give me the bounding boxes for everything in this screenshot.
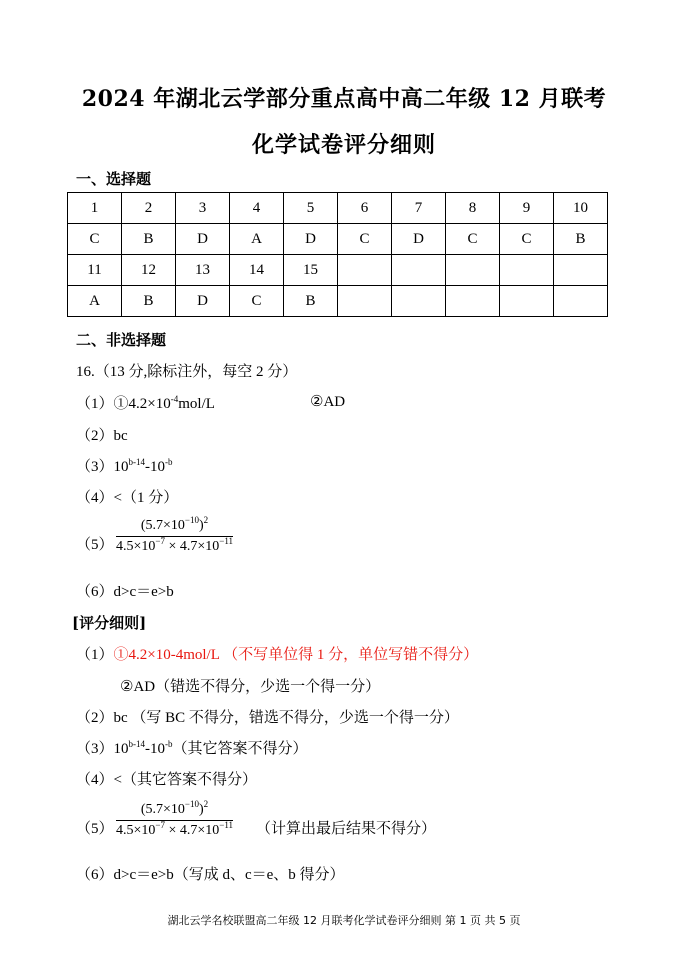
page-footer: 湖北云学名校联盟高二年级 12 月联考化学试卷评分细则 第 1 页 共 5 页 bbox=[167, 914, 521, 927]
exponent: −10 bbox=[184, 799, 199, 809]
section-heading-nonchoice: 二、非选择题 bbox=[76, 331, 167, 349]
exponent: -b bbox=[165, 739, 173, 749]
num-text: ) bbox=[199, 518, 204, 533]
table-cell: 8 bbox=[446, 193, 500, 224]
answer-part-6: （6）d>c＝e>b bbox=[76, 584, 174, 600]
answer-part-1 bbox=[76, 392, 215, 413]
table-cell bbox=[338, 286, 392, 317]
table-cell: 6 bbox=[338, 193, 392, 224]
answer-part-1b: ②AD bbox=[310, 394, 346, 410]
den-text: 4.5×10 bbox=[116, 539, 156, 554]
table-cell: 2 bbox=[122, 193, 176, 224]
num-text: ) bbox=[199, 802, 204, 817]
table-cell: A bbox=[230, 224, 284, 255]
rule-5-note: （计算出最后结果不得分） bbox=[256, 821, 437, 837]
part-label: （1） bbox=[76, 647, 114, 663]
table-cell: B bbox=[554, 224, 608, 255]
rule-1-red-text: ①4.2×10-4mol/L （不写单位得 1 分，单位写错不得分） bbox=[113, 647, 479, 663]
part-label: （3） bbox=[76, 459, 114, 475]
num-text: (5.7×10 bbox=[140, 518, 185, 533]
table-cell: 9 bbox=[500, 193, 554, 224]
table-cell: C bbox=[230, 286, 284, 317]
answer-part-4: （4）<（1 分） bbox=[76, 490, 179, 506]
table-cell: 12 bbox=[122, 255, 176, 286]
table-cell: D bbox=[392, 224, 446, 255]
exponent: −11 bbox=[219, 820, 234, 830]
base: 10 bbox=[113, 741, 129, 757]
fraction-denominator bbox=[116, 821, 233, 839]
rule-5-label: （5） bbox=[76, 821, 114, 837]
title-line-2: 化学试卷评分细则 bbox=[251, 132, 436, 158]
rule-2: （2）bc （写 BC 不得分，错选不得分，少选一个得一分） bbox=[76, 710, 459, 726]
table-row bbox=[68, 286, 608, 317]
answer-table bbox=[67, 192, 608, 317]
table-cell: C bbox=[68, 224, 122, 255]
table-cell: 14 bbox=[230, 255, 284, 286]
exponent: 2 bbox=[203, 799, 209, 809]
table-cell bbox=[338, 255, 392, 286]
fraction-numerator bbox=[116, 515, 233, 536]
exponent: -4 bbox=[170, 394, 179, 404]
base: -10 bbox=[145, 741, 166, 757]
answer-part-3 bbox=[76, 455, 173, 476]
rules-heading: [评分细则] bbox=[72, 614, 147, 632]
exponent: 2 bbox=[203, 515, 209, 525]
fraction-expression bbox=[116, 799, 234, 839]
table-row bbox=[68, 224, 608, 255]
table-row bbox=[68, 193, 608, 224]
table-cell bbox=[392, 286, 446, 317]
table-cell bbox=[554, 255, 608, 286]
table-cell: C bbox=[446, 224, 500, 255]
exponent: -b bbox=[165, 457, 173, 467]
table-cell: 5 bbox=[284, 193, 338, 224]
exponent: −11 bbox=[219, 536, 234, 546]
answer-value: ①4.2×10 bbox=[113, 396, 171, 412]
table-cell: 13 bbox=[176, 255, 230, 286]
exponent: −7 bbox=[155, 820, 165, 830]
den-text: × 4.7×10 bbox=[164, 539, 220, 554]
rule-3 bbox=[76, 737, 308, 758]
rule-4: （4）<（其它答案不得分） bbox=[76, 772, 257, 788]
rule-1 bbox=[76, 643, 478, 664]
table-cell: B bbox=[284, 286, 338, 317]
part-label: （1） bbox=[76, 396, 114, 412]
table-row bbox=[68, 255, 608, 286]
exponent: b-14 bbox=[128, 739, 146, 749]
table-cell: D bbox=[176, 224, 230, 255]
rule-note: （其它答案不得分） bbox=[172, 741, 308, 757]
table-cell: 4 bbox=[230, 193, 284, 224]
rule-6: （6）d>c＝e>b（写成 d、c＝e、b 得分） bbox=[76, 867, 345, 883]
table-cell: D bbox=[176, 286, 230, 317]
table-cell: 1 bbox=[68, 193, 122, 224]
table-cell: D bbox=[284, 224, 338, 255]
table-cell: 11 bbox=[68, 255, 122, 286]
table-cell: 10 bbox=[554, 193, 608, 224]
den-text: 4.5×10 bbox=[116, 823, 156, 838]
part-label: （3） bbox=[76, 741, 114, 757]
num-text: (5.7×10 bbox=[140, 802, 185, 817]
fraction-numerator bbox=[116, 799, 233, 820]
base: 10 bbox=[113, 459, 129, 475]
table-cell: 3 bbox=[176, 193, 230, 224]
unit: mol/L bbox=[178, 396, 215, 412]
table-cell: 7 bbox=[392, 193, 446, 224]
title-line-1: 2024 年湖北云学部分重点高中高二年级 12 月联考 bbox=[81, 86, 607, 112]
exponent: −10 bbox=[184, 515, 199, 525]
table-cell bbox=[554, 286, 608, 317]
fraction-denominator bbox=[116, 537, 233, 555]
table-cell: A bbox=[68, 286, 122, 317]
exponent: −7 bbox=[155, 536, 165, 546]
question-16-header: 16.（13 分,除标注外，每空 2 分） bbox=[76, 364, 298, 380]
answer-part-5-label: （5） bbox=[76, 537, 114, 553]
table-cell: C bbox=[338, 224, 392, 255]
table-cell: C bbox=[500, 224, 554, 255]
table-cell bbox=[392, 255, 446, 286]
table-cell: 15 bbox=[284, 255, 338, 286]
base: -10 bbox=[145, 459, 166, 475]
rule-1b: ②AD（错选不得分，少选一个得一分） bbox=[120, 679, 381, 695]
answer-part-2: （2）bc bbox=[76, 428, 128, 444]
table-cell bbox=[446, 255, 500, 286]
section-heading-choice: 一、选择题 bbox=[76, 170, 152, 188]
table-cell bbox=[500, 255, 554, 286]
table-cell: B bbox=[122, 224, 176, 255]
den-text: × 4.7×10 bbox=[164, 823, 220, 838]
table-cell bbox=[446, 286, 500, 317]
table-cell: B bbox=[122, 286, 176, 317]
exponent: b-14 bbox=[128, 457, 146, 467]
fraction-expression bbox=[116, 515, 234, 555]
table-cell bbox=[500, 286, 554, 317]
